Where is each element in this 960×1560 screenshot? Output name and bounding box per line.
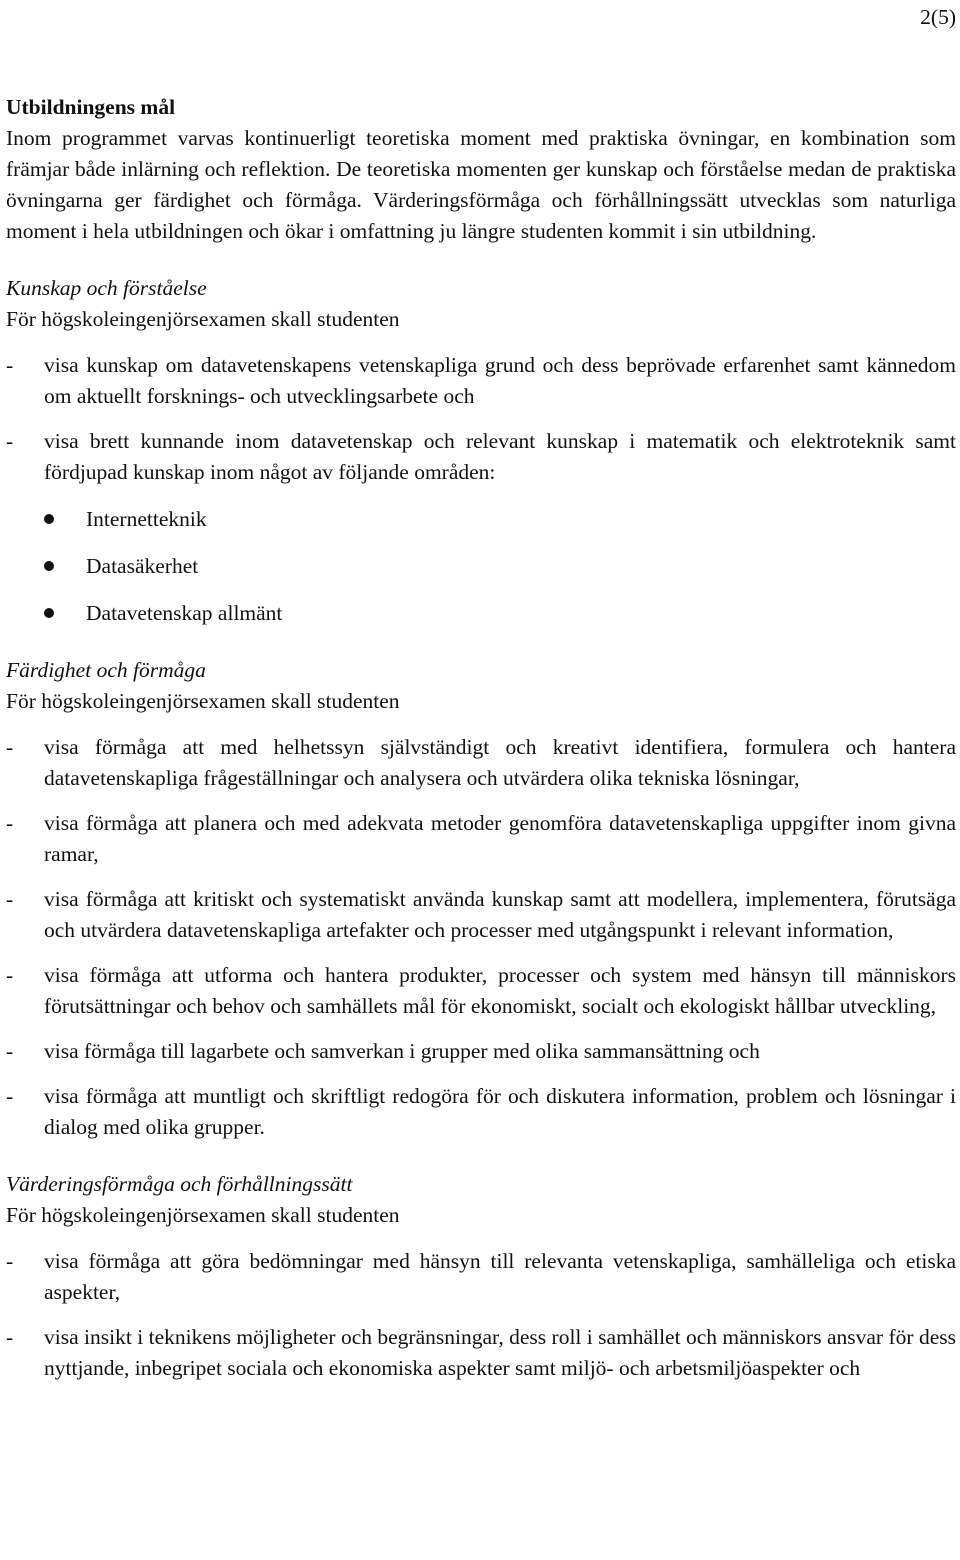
list-item-text: visa förmåga att med helhetssyn självständigt och kreativt identifiera, formulera och hantera datavetenskapliga frågeställningar och analysera och utvärdera olika tekniska lösningar,	[44, 735, 956, 790]
bullet-dot-icon	[44, 608, 54, 618]
bullet-dot-icon	[44, 561, 54, 571]
list-item-text: visa kunskap om datavetenskapens vetenskapliga grund och dess beprövade erfarenhet samt kännedom om aktuellt forsknings- och utvecklingsarbete och	[44, 353, 956, 408]
dash-marker: -	[6, 887, 14, 911]
bullet-dot-icon	[44, 514, 54, 524]
list-item	[6, 1322, 956, 1384]
goals-paragraph: Inom programmet varvas kontinuerligt teoretiska moment med praktiska övningar, en kombination som främjar både inlärning och reflektion. De teoretiska momenten ger kunskap och förståelse medan de praktiska övningarna ger färdighet och förmåga. Värderingsförmåga och förhållningssätt utvecklas som naturliga moment i hela utbildningen och ökar i omfattning ju längre studenten kommit i sin utbildning.	[6, 126, 956, 243]
section-knowledge	[6, 273, 956, 629]
section-title: Värderingsförmåga och förhållningssätt	[6, 1172, 353, 1196]
dash-marker: -	[6, 1039, 14, 1063]
list-item	[6, 960, 956, 1022]
list-item-text: visa insikt i teknikens möjligheter och begränsningar, dess roll i samhället och människors ansvar för dess nyttjande, inbegripet sociala och ekonomiska aspekter samt miljö- och arbetsmiljöaspekter och	[44, 1325, 956, 1380]
dash-marker: -	[6, 1084, 14, 1108]
list-item-text: visa brett kunnande inom datavetenskap och relevant kunskap i matematik och elektroteknik samt fördjupad kunskap inom något av följande områden:	[44, 429, 956, 484]
list-item-text: visa förmåga till lagarbete och samverkan i grupper med olika sammansättning och	[44, 1039, 760, 1063]
section-title: Färdighet och förmåga	[6, 658, 206, 682]
section-values	[6, 1169, 956, 1384]
bullet-item	[44, 598, 956, 629]
dash-marker: -	[6, 429, 14, 453]
list-item	[6, 1246, 956, 1308]
section-skills	[6, 655, 956, 1143]
list-item	[6, 732, 956, 794]
requirement-list	[6, 1246, 956, 1384]
bullet-text: Internetteknik	[86, 507, 207, 531]
area-list	[44, 504, 956, 629]
bullet-item	[44, 504, 956, 535]
dash-marker: -	[6, 353, 14, 377]
list-item	[6, 426, 956, 488]
section-title: Kunskap och förståelse	[6, 276, 207, 300]
bullet-text: Datavetenskap allmänt	[86, 601, 283, 625]
requirement-list	[6, 350, 956, 488]
section-intro: För högskoleingenjörsexamen skall studenten	[6, 307, 400, 331]
list-item	[6, 1081, 956, 1143]
bullet-text: Datasäkerhet	[86, 554, 199, 578]
section-intro: För högskoleingenjörsexamen skall studenten	[6, 689, 400, 713]
dash-marker: -	[6, 811, 14, 835]
list-item	[6, 350, 956, 412]
list-item-text: visa förmåga att planera och med adekvata metoder genomföra datavetenskapliga uppgifter inom givna ramar,	[44, 811, 956, 866]
section-intro: För högskoleingenjörsexamen skall studenten	[6, 1203, 400, 1227]
list-item-text: visa förmåga att kritiskt och systematiskt använda kunskap samt att modellera, implementera, förutsäga och utvärdera datavetenskapliga artefakter och processer med utgångspunkt i relevant information,	[44, 887, 956, 942]
page-number: 2(5)	[920, 5, 956, 29]
list-item	[6, 808, 956, 870]
list-item-text: visa förmåga att utforma och hantera produkter, processer och system med hänsyn till människors förutsättningar och behov och samhällets mål för ekonomiskt, socialt och ekologiskt hållbar utveckling,	[44, 963, 956, 1018]
dash-marker: -	[6, 1249, 14, 1273]
list-item-text: visa förmåga att göra bedömningar med hänsyn till relevanta vetenskapliga, samhälleliga och etiska aspekter,	[44, 1249, 956, 1304]
dash-marker: -	[6, 963, 14, 987]
list-item	[6, 1036, 956, 1067]
dash-marker: -	[6, 735, 14, 759]
section-heading-goals: Utbildningens mål	[6, 95, 176, 119]
list-item-text: visa förmåga att muntligt och skriftligt redogöra för och diskutera information, problem och lösningar i dialog med olika grupper.	[44, 1084, 956, 1139]
dash-marker: -	[6, 1325, 14, 1349]
requirement-list	[6, 732, 956, 1143]
list-item	[6, 884, 956, 946]
document-body	[6, 92, 956, 1384]
bullet-item	[44, 551, 956, 582]
